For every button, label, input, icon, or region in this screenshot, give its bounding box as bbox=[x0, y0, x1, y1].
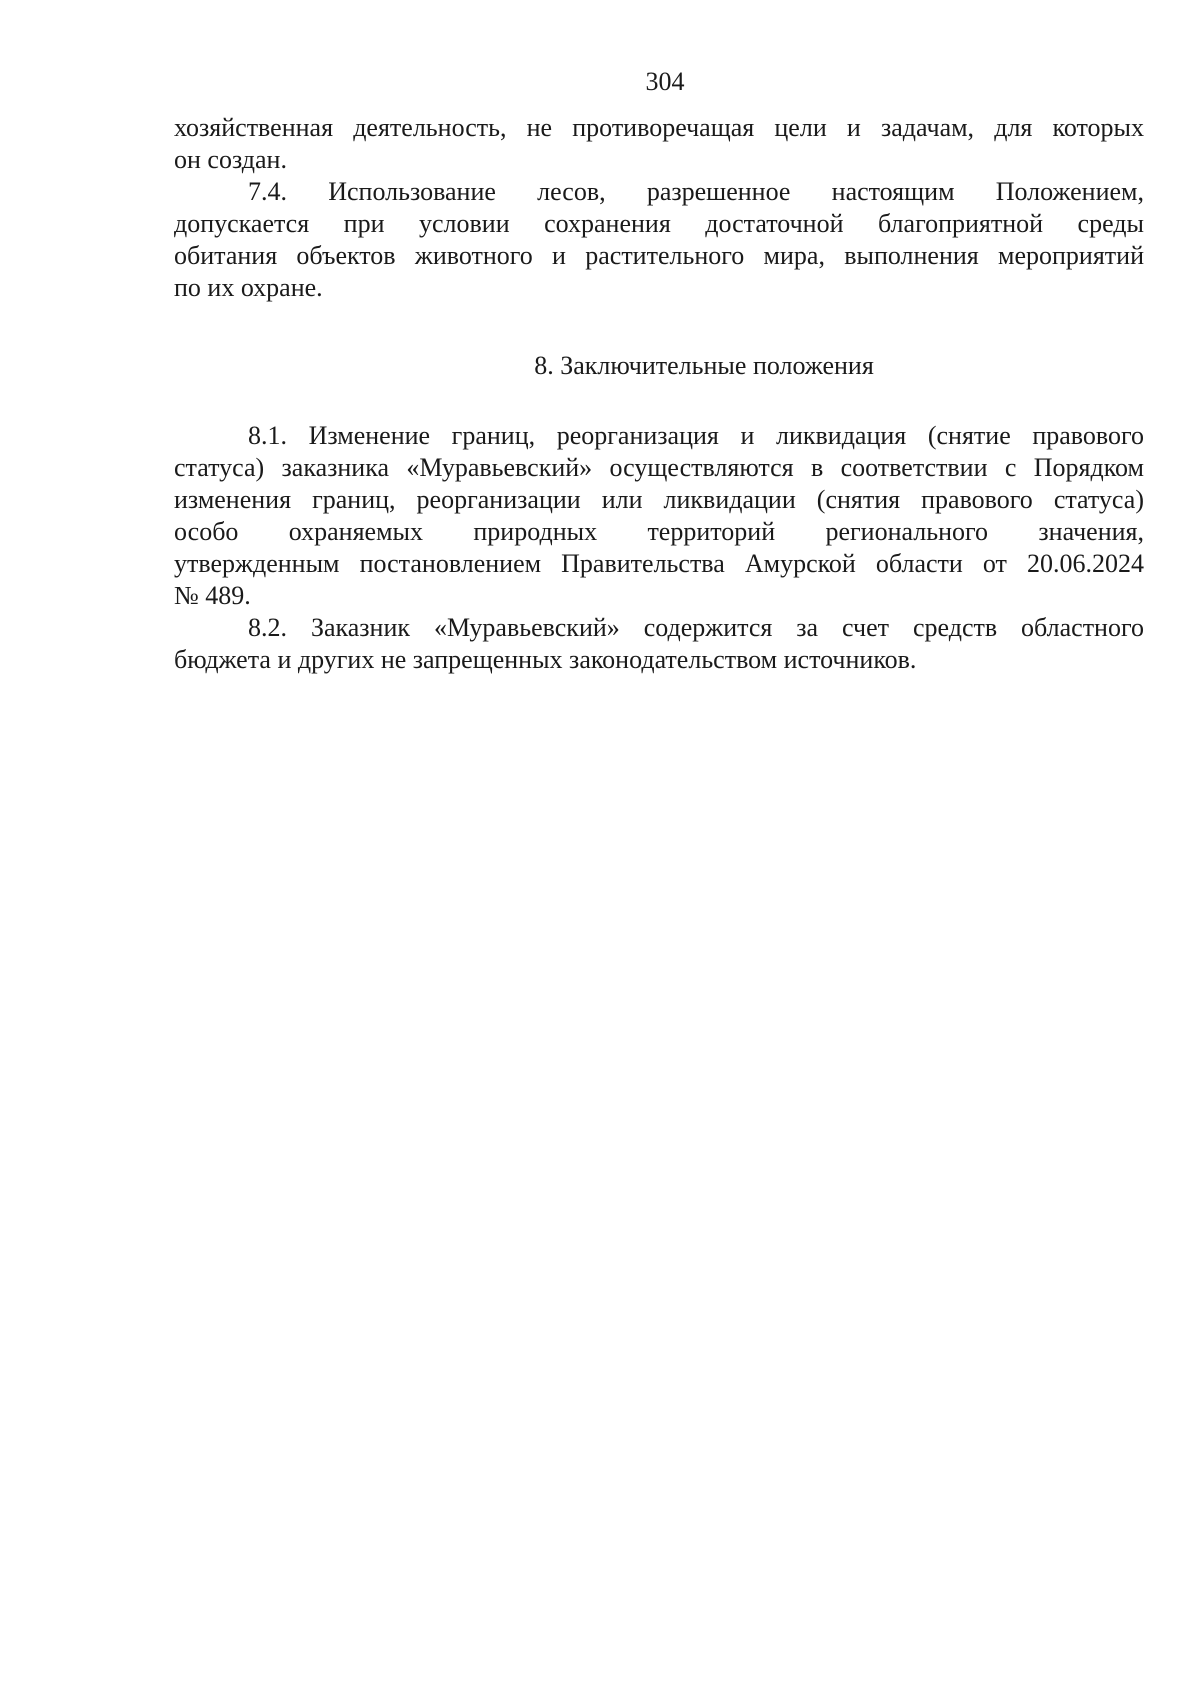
text-line: хозяйственная деятельность, не противоречащая цели и задачам, для которых bbox=[174, 113, 1144, 142]
paragraph-8-2 bbox=[174, 612, 1144, 676]
text-line: бюджета и других не запрещенных законодательством источников. bbox=[174, 645, 917, 674]
page-number-text: 304 bbox=[645, 67, 685, 96]
text-line: по их охране. bbox=[174, 273, 323, 302]
paragraph-8-1 bbox=[174, 420, 1144, 612]
text-line: он создан. bbox=[174, 145, 287, 174]
page-number bbox=[0, 66, 1200, 98]
text-line: 8.2. Заказник «Муравьевский» содержится за счет средств областного bbox=[248, 613, 1144, 642]
text-line: № 489. bbox=[174, 581, 251, 610]
document-body bbox=[174, 112, 1144, 676]
text-line: особо охраняемых природных территорий регионального значения, bbox=[174, 517, 1144, 546]
section-heading: 8. Заключительные положения bbox=[534, 351, 874, 380]
text-line: изменения границ, реорганизации или ликвидации (снятия правового статуса) bbox=[174, 485, 1144, 514]
text-line: 8.1. Изменение границ, реорганизация и ликвидация (снятие правового bbox=[248, 421, 1144, 450]
continuation-paragraph bbox=[174, 112, 1144, 176]
paragraph-7-4 bbox=[174, 176, 1144, 304]
text-line: утвержденным постановлением Правительства Амурской области от 20.06.2024 bbox=[174, 549, 1144, 578]
text-line: обитания объектов животного и растительного мира, выполнения мероприятий bbox=[174, 241, 1144, 270]
text-line: допускается при условии сохранения достаточной благоприятной среды bbox=[174, 209, 1144, 238]
text-line: 7.4. Использование лесов, разрешенное настоящим Положением, bbox=[248, 177, 1144, 206]
text-line: статуса) заказника «Муравьевский» осуществляются в соответствии с Порядком bbox=[174, 453, 1144, 482]
